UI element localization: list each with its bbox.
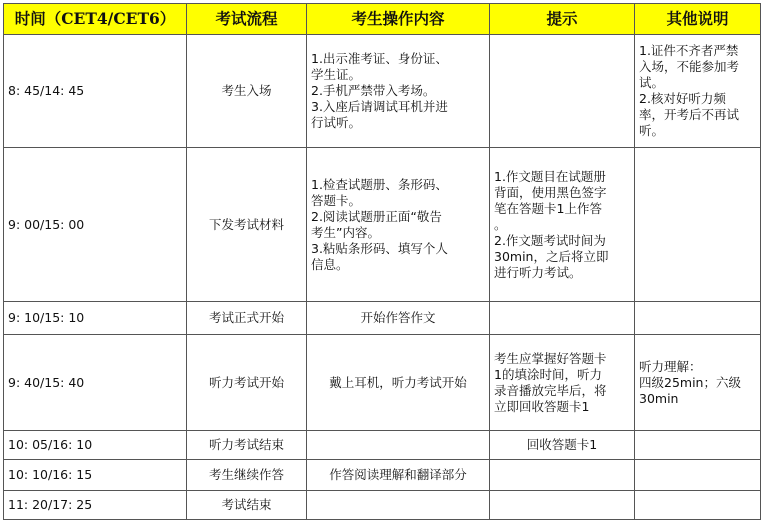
cell-time: 9: 00/15: 00 — [4, 147, 187, 301]
tip-line: 进行听力考试。 — [494, 264, 582, 280]
cell-time: 8: 45/14: 45 — [4, 35, 187, 148]
cell-time: 11: 20/17: 25 — [4, 490, 187, 519]
cell-process: 考生入场 — [187, 35, 307, 148]
table-row — [4, 147, 761, 301]
cell-tip — [490, 460, 635, 490]
exam-schedule-table — [3, 3, 761, 520]
note-line: 试。 — [639, 74, 665, 90]
operation-line: 3.入座后请调试耳机并进 — [311, 98, 448, 114]
header-process: 考试流程 — [187, 4, 307, 35]
cell-note — [635, 35, 761, 148]
tip-line: 回收答题卡1 — [526, 437, 598, 453]
cell-operation — [307, 302, 490, 335]
note-line: 30min — [639, 390, 679, 406]
table-row — [4, 35, 761, 148]
cell-time: 10: 10/16: 15 — [4, 460, 187, 490]
cell-note — [635, 431, 761, 460]
header-note: 其他说明 — [635, 4, 761, 35]
cell-time: 9: 40/15: 40 — [4, 335, 187, 431]
cell-operation — [307, 490, 490, 519]
operation-line: 戴上耳机，听力考试开始 — [329, 374, 467, 390]
cell-process: 考试正式开始 — [187, 302, 307, 335]
cell-operation — [307, 335, 490, 431]
header-tip: 提示 — [490, 4, 635, 35]
tip-line: 录音播放完毕后，将 — [494, 382, 607, 398]
tip-line: 立即回收答题卡1 — [494, 398, 590, 414]
tip-line: 考生应掌握好答题卡 — [494, 350, 607, 366]
operation-line: 学生证。 — [311, 66, 362, 82]
cell-tip — [490, 302, 635, 335]
cell-process: 考生继续作答 — [187, 460, 307, 490]
cell-operation — [307, 35, 490, 148]
header-time: 时间（CET4/CET6） — [4, 4, 187, 35]
note-line: 入场，不能参加考 — [639, 58, 740, 74]
tip-line: 30min，之后将立即 — [494, 248, 609, 264]
table-header-row — [4, 4, 761, 35]
cell-tip — [490, 490, 635, 519]
table-row — [4, 302, 761, 335]
header-operation: 考生操作内容 — [307, 4, 490, 35]
cell-note — [635, 335, 761, 431]
cell-note — [635, 147, 761, 301]
note-line: 听。 — [639, 122, 665, 138]
operation-line: 2.阅读试题册正面“敬告 — [311, 208, 442, 224]
operation-line: 信息。 — [311, 256, 349, 272]
table-row — [4, 431, 761, 460]
operation-line: 考生”内容。 — [311, 224, 380, 240]
table-row — [4, 335, 761, 431]
tip-line: 2.作文题考试时间为 — [494, 232, 606, 248]
tip-line: 笔在答题卡1上作答 — [494, 200, 602, 216]
note-line: 四级25min；六级 — [639, 374, 741, 390]
operation-line: 1.检查试题册、条形码、 — [311, 176, 448, 192]
cell-operation — [307, 147, 490, 301]
cell-note — [635, 460, 761, 490]
cell-operation — [307, 460, 490, 490]
operation-line: 2.手机严禁带入考场。 — [311, 82, 436, 98]
table-row — [4, 490, 761, 519]
cell-tip — [490, 147, 635, 301]
cell-tip — [490, 35, 635, 148]
cell-process: 听力考试开始 — [187, 335, 307, 431]
operation-line: 作答阅读理解和翻译部分 — [329, 467, 467, 483]
note-line: 1.证件不齐者严禁 — [639, 42, 739, 58]
tip-line: 1的填涂时间，听力 — [494, 366, 602, 382]
note-line: 率，开考后不再试 — [639, 106, 740, 122]
cell-process: 考试结束 — [187, 490, 307, 519]
cell-note — [635, 302, 761, 335]
cell-tip — [490, 431, 635, 460]
note-line: 听力理解： — [639, 358, 702, 374]
cell-operation — [307, 431, 490, 460]
tip-line: 背面，使用黑色签字 — [494, 184, 607, 200]
table-row — [4, 460, 761, 490]
operation-line: 3.粘贴条形码、填写个人 — [311, 240, 448, 256]
cell-process: 下发考试材料 — [187, 147, 307, 301]
cell-process: 听力考试结束 — [187, 431, 307, 460]
cell-tip — [490, 335, 635, 431]
tip-line: 。 — [494, 216, 507, 232]
operation-line: 1.出示准考证、身份证、 — [311, 50, 448, 66]
note-line: 2.核对好听力频 — [639, 90, 726, 106]
cell-note — [635, 490, 761, 519]
operation-line: 答题卡。 — [311, 192, 362, 208]
operation-line: 行试听。 — [311, 114, 362, 130]
cell-time: 10: 05/16: 10 — [4, 431, 187, 460]
cell-time: 9: 10/15: 10 — [4, 302, 187, 335]
operation-line: 开始作答作文 — [360, 310, 436, 326]
tip-line: 1.作文题目在试题册 — [494, 168, 606, 184]
